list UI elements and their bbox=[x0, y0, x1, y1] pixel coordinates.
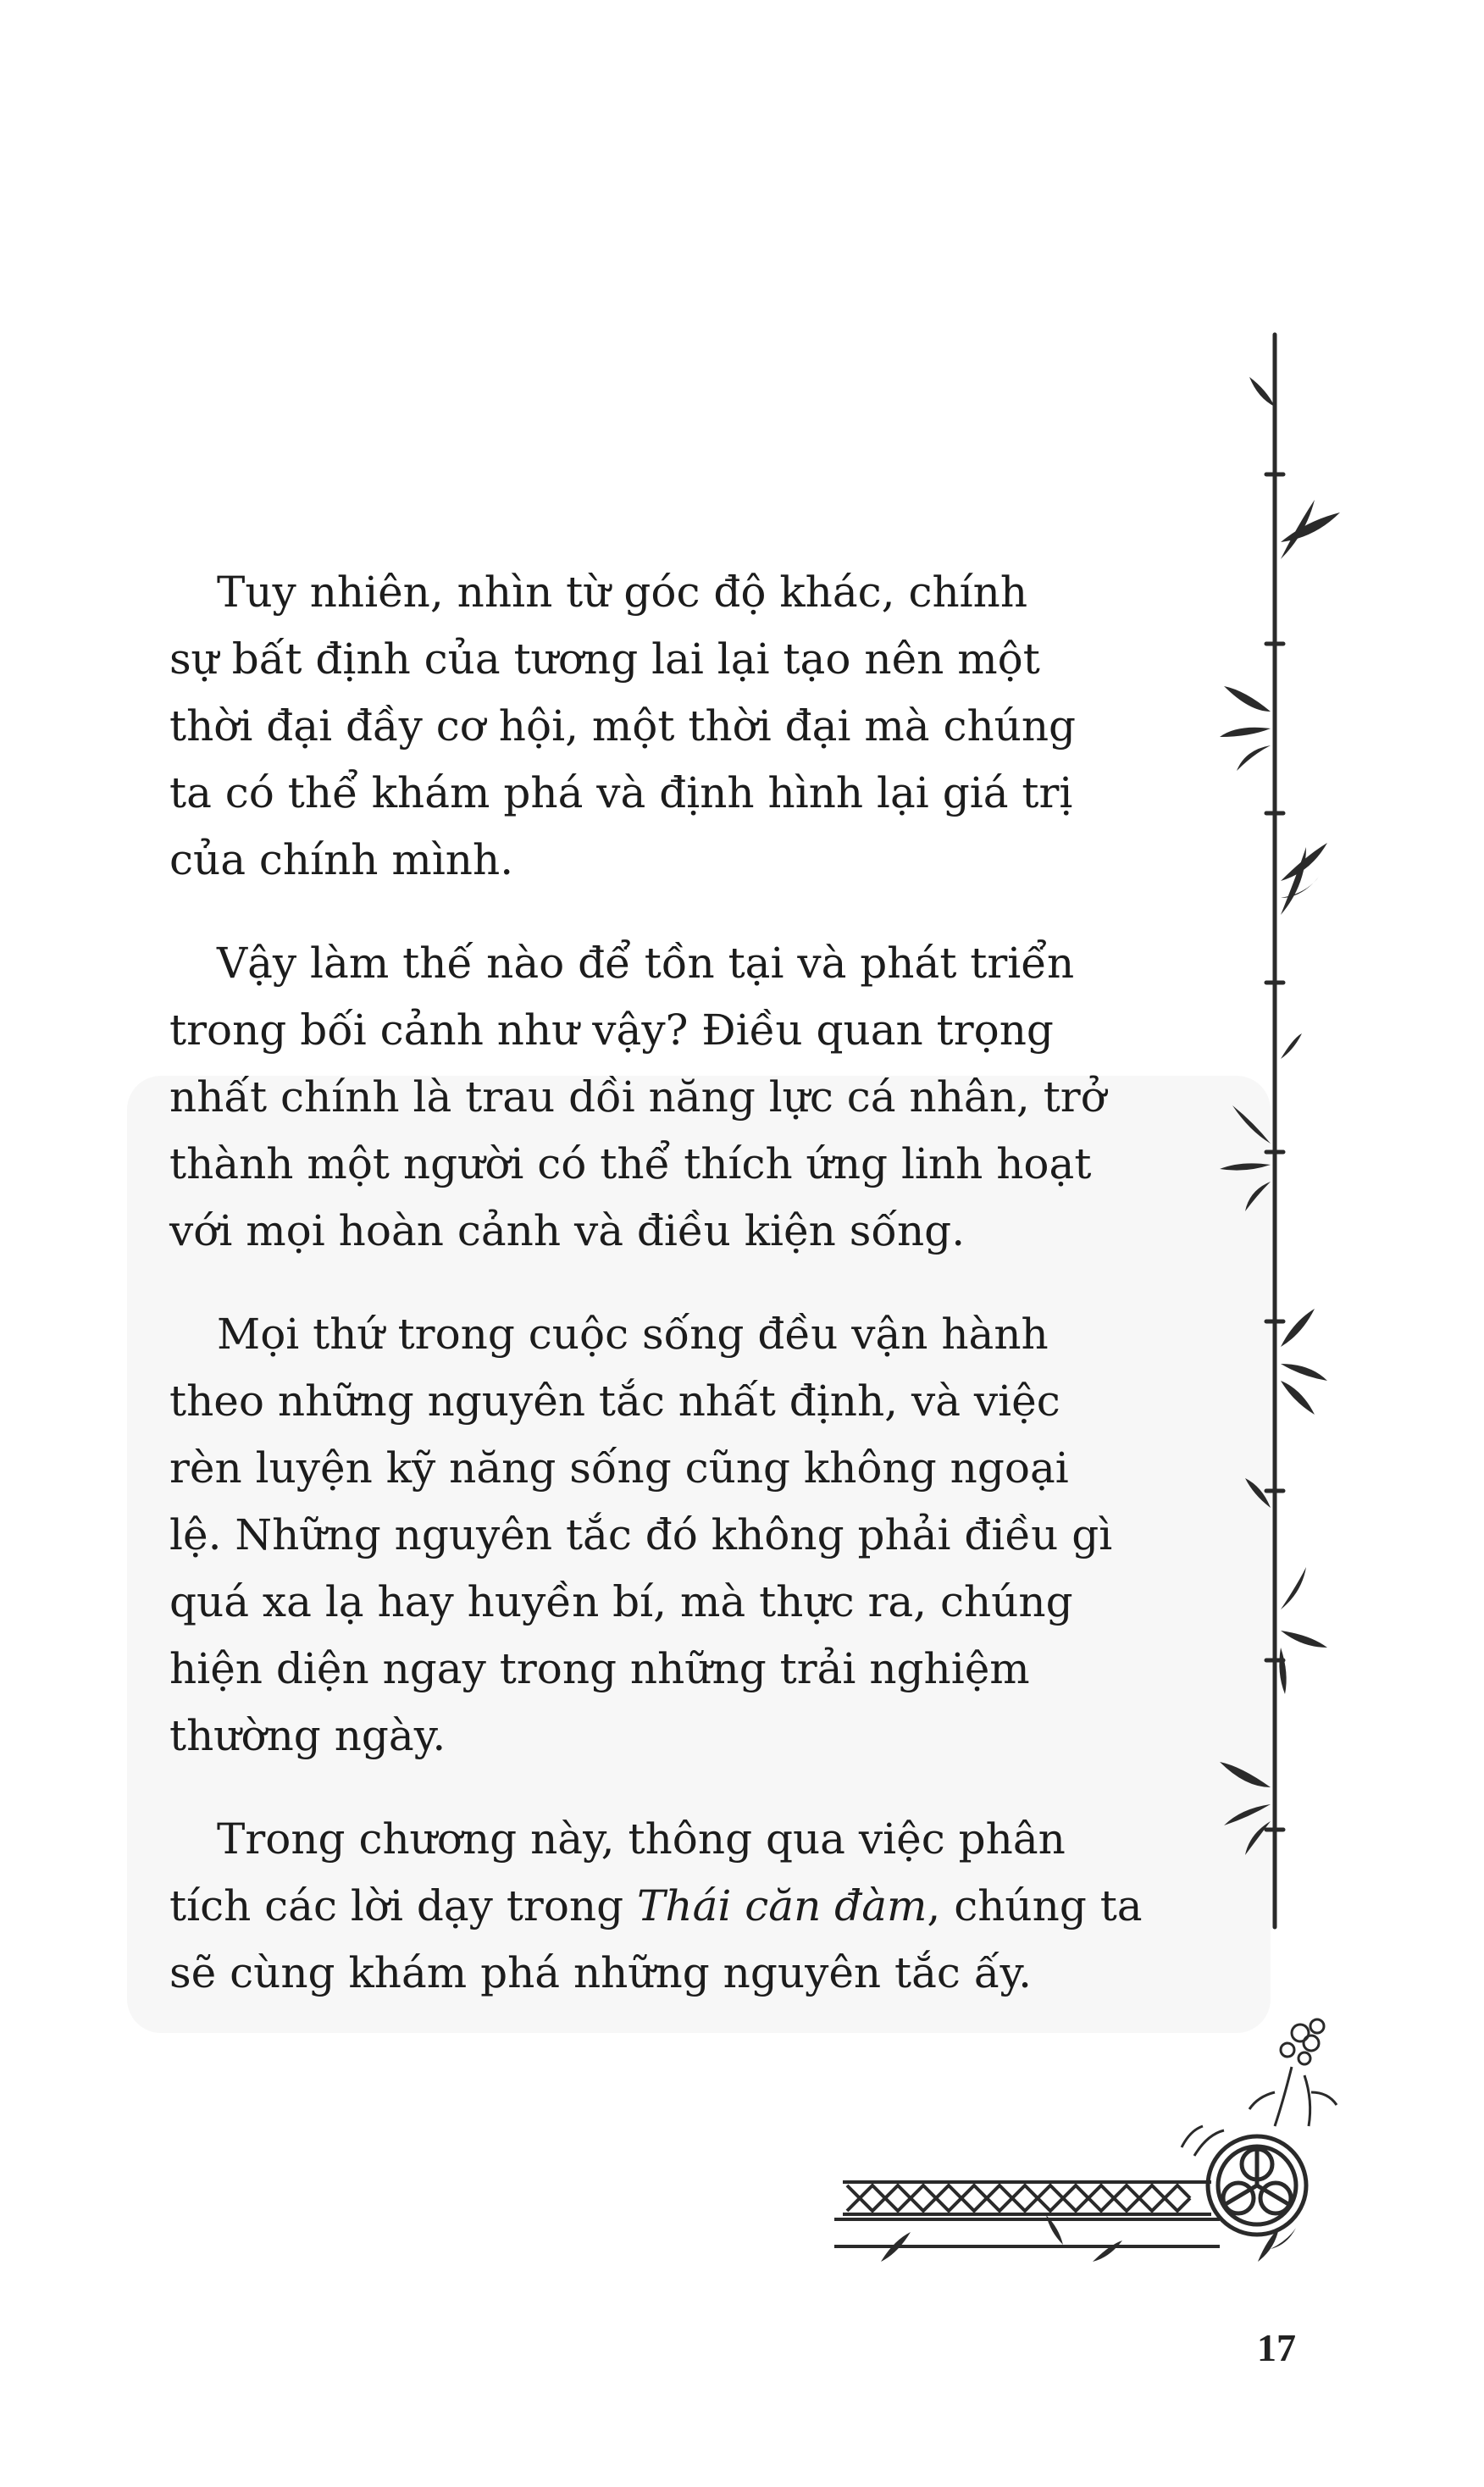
bamboo-stalk-icon bbox=[1266, 335, 1283, 1927]
page-number: 17 bbox=[1257, 2326, 1296, 2369]
paragraph-2: Vậy làm thế nào để tồn tại và phát triển trong bối cảnh như vậy? Điều quan trọng nhất chính là trau dồi năng lực cá nhân, trở thành một người có thể thích ứng linh hoạt với mọi hoàn cảnh và điều kiện sống. bbox=[169, 939, 1106, 1255]
book-title-italic: Thái căn đàm bbox=[637, 1881, 928, 1930]
body-text bbox=[169, 559, 1160, 2043]
paragraph-3: Mọi thứ trong cuộc sống đều vận hành theo những nguyên tắc nhất định, và việc rèn luyện kỹ năng sống cũng không ngoại lệ. Những nguyên tắc đó không phải điều gì quá xa lạ hay huyền bí, mà thực ra, chúng hiện diện ngay trong những trải nghiệm thường ngày. bbox=[169, 1310, 1113, 1760]
paragraph-1: Tuy nhiên, nhìn từ góc độ khác, chính sự bất định của tương lai lại tạo nên một thời đại đầy cơ hội, một thời đại mà chúng ta có thể khám phá và định hình lại giá trị của chính mình. bbox=[169, 568, 1077, 884]
lattice-border-icon bbox=[834, 2182, 1220, 2246]
family-crest-icon bbox=[1208, 2136, 1306, 2235]
paragraph-4: Trong chương này, thông qua việc phân tích các lời dạy trong Thái căn đàm, chúng ta sẽ cùng khám phá những nguyên tắc ấy. bbox=[169, 1814, 1143, 1997]
